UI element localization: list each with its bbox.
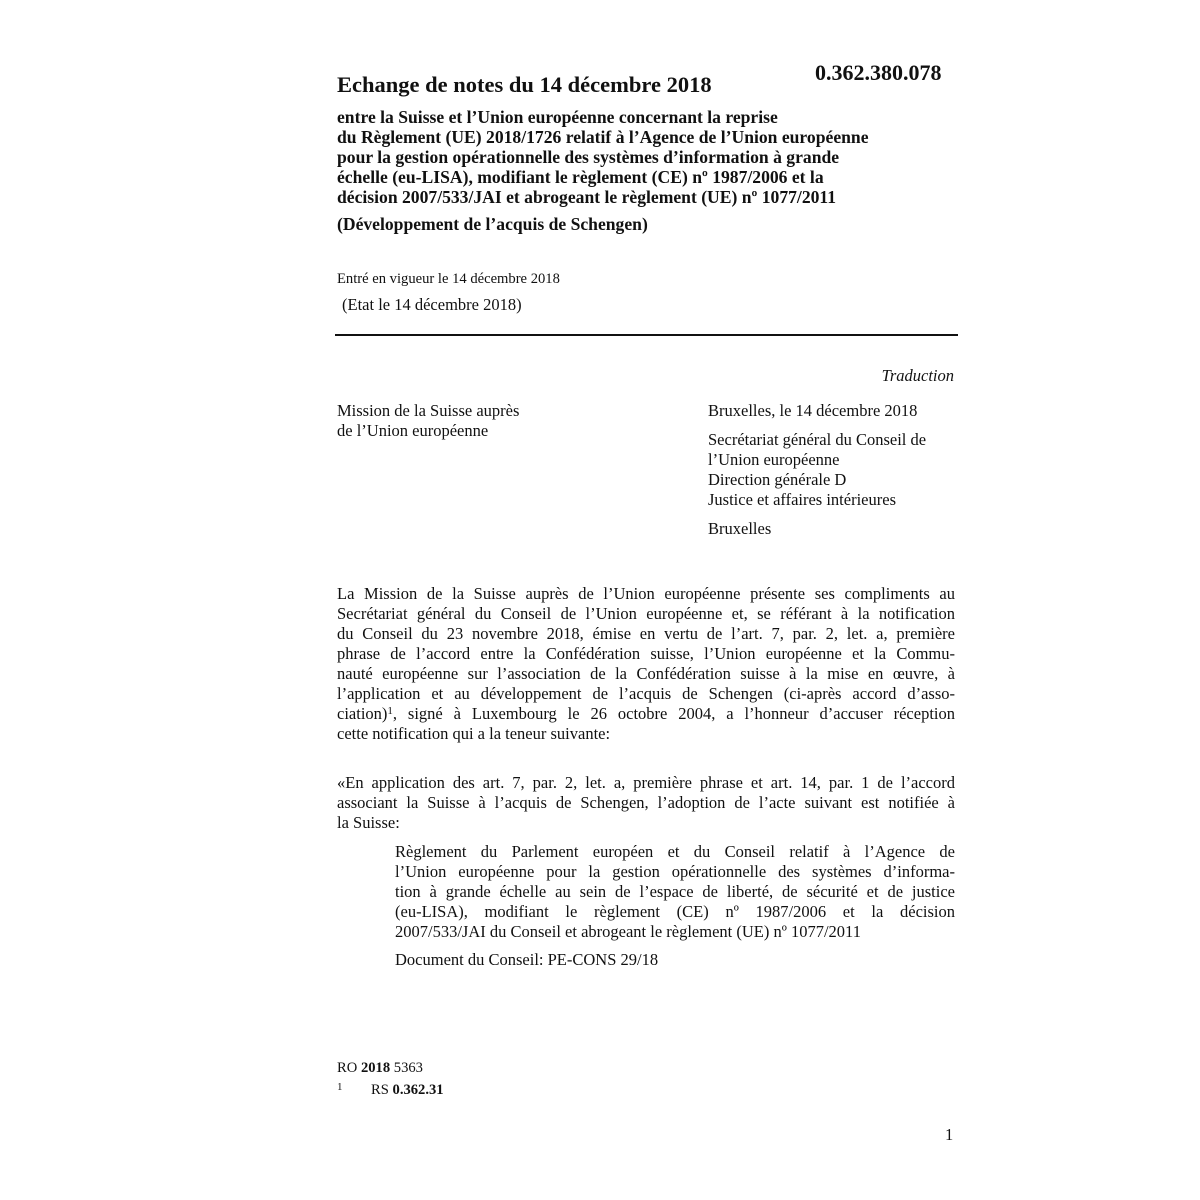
footnote-link[interactable]: 0.362.31 xyxy=(392,1082,444,1098)
footnote-rs: RS xyxy=(371,1082,389,1098)
sender-line: de l’Union européenne xyxy=(337,421,489,440)
recipient-line: Justice et affaires intérieures xyxy=(708,490,896,509)
recipient-address xyxy=(708,430,926,510)
quote-line: tion à grande échelle au sein de l’espace de liberté, de sécurité et de justice xyxy=(395,882,955,901)
recipient-line: l’Union européenne xyxy=(708,450,840,469)
place-date: Bruxelles, le 14 décembre 2018 xyxy=(708,401,918,420)
quoted-regulation xyxy=(395,842,955,942)
sr-number: 0.362.380.078 xyxy=(815,60,942,85)
paragraph-line: du Conseil du 23 novembre 2018, émise en vertu de l’art. 7, par. 2, let. a, première xyxy=(337,624,955,643)
ro-reference xyxy=(337,1060,423,1077)
subtitle-line: entre la Suisse et l’Union européenne concernant la reprise xyxy=(337,107,778,127)
ro-year: 2018 xyxy=(360,1060,391,1076)
footnote xyxy=(337,1081,444,1099)
paragraph-line: la Suisse: xyxy=(337,813,400,832)
state-date: (Etat le 14 décembre 2018) xyxy=(342,295,522,314)
quote-line: (eu-LISA), modifiant le règlement (CE) nº 1987/2006 et la décision xyxy=(395,902,955,921)
document-subtitle xyxy=(337,107,977,207)
notification-paragraph xyxy=(337,773,955,833)
footnote-reference[interactable]: 1 xyxy=(387,705,393,717)
council-document: Document du Conseil: PE-CONS 29/18 xyxy=(395,950,659,969)
line-rest: , signé à Luxembourg le 26 octobre 2004, a l’honneur d’accuser réception xyxy=(392,704,955,723)
sender-line: Mission de la Suisse auprès xyxy=(337,401,520,420)
paragraph-line xyxy=(337,704,955,724)
recipient-line: Secrétariat général du Conseil de xyxy=(708,430,927,449)
ro-prefix: RO xyxy=(337,1060,358,1076)
translation-label: Traduction xyxy=(881,366,954,385)
page-number: 1 xyxy=(945,1125,954,1144)
schengen-note: (Développement de l’acquis de Schengen) xyxy=(337,214,648,234)
paragraph-line: La Mission de la Suisse auprès de l’Union européenne présente ses compliments au xyxy=(337,584,955,603)
line-start: ciation) xyxy=(337,704,388,723)
footnote-number: 1 xyxy=(337,1081,343,1093)
ro-page: 5363 xyxy=(393,1060,423,1076)
paragraph-line: Secrétariat général du Conseil de l’Union européenne et, se référant à la notification xyxy=(337,604,955,623)
paragraph-line: cette notification qui a la teneur suivante: xyxy=(337,724,611,743)
paragraph-line: nauté européenne sur l’association de la Confédération suisse à la mise en œuvre, à xyxy=(337,664,955,683)
subtitle-line: pour la gestion opérationnelle des systèmes d’information à grande xyxy=(337,147,840,167)
paragraph-line: «En application des art. 7, par. 2, let. a, première phrase et art. 14, par. 1 de l’accord xyxy=(337,773,955,792)
paragraph-line: associant la Suisse à l’acquis de Schengen, l’adoption de l’acte suivant est notifiée à xyxy=(337,793,955,812)
subtitle-line: décision 2007/533/JAI et abrogeant le règlement (UE) nº 1077/2011 xyxy=(337,187,837,207)
header-divider xyxy=(335,334,958,336)
subtitle-line: échelle (eu-LISA), modifiant le règlement (CE) nº 1987/2006 et la xyxy=(337,167,824,187)
sender-address xyxy=(337,401,519,441)
intro-paragraph xyxy=(337,584,955,744)
entry-into-force: Entré en vigueur le 14 décembre 2018 xyxy=(337,271,560,287)
document-title: Echange de notes du 14 décembre 2018 xyxy=(337,72,712,97)
quote-line: 2007/533/JAI du Conseil et abrogeant le règlement (UE) nº 1077/2011 xyxy=(395,922,861,941)
paragraph-line: phrase de l’accord entre la Confédération suisse, l’Union européenne et la Commu- xyxy=(337,644,955,663)
subtitle-line: du Règlement (UE) 2018/1726 relatif à l’Agence de l’Union européenne xyxy=(337,127,869,147)
recipient-city: Bruxelles xyxy=(708,519,772,538)
recipient-line: Direction générale D xyxy=(708,470,847,489)
quote-line: Règlement du Parlement européen et du Conseil relatif à l’Agence de xyxy=(395,842,955,861)
quote-line: l’Union européenne pour la gestion opérationnelle des systèmes d’informa- xyxy=(395,862,955,881)
paragraph-line: l’application et au développement de l’acquis de Schengen (ci-après accord d’asso- xyxy=(337,684,955,703)
